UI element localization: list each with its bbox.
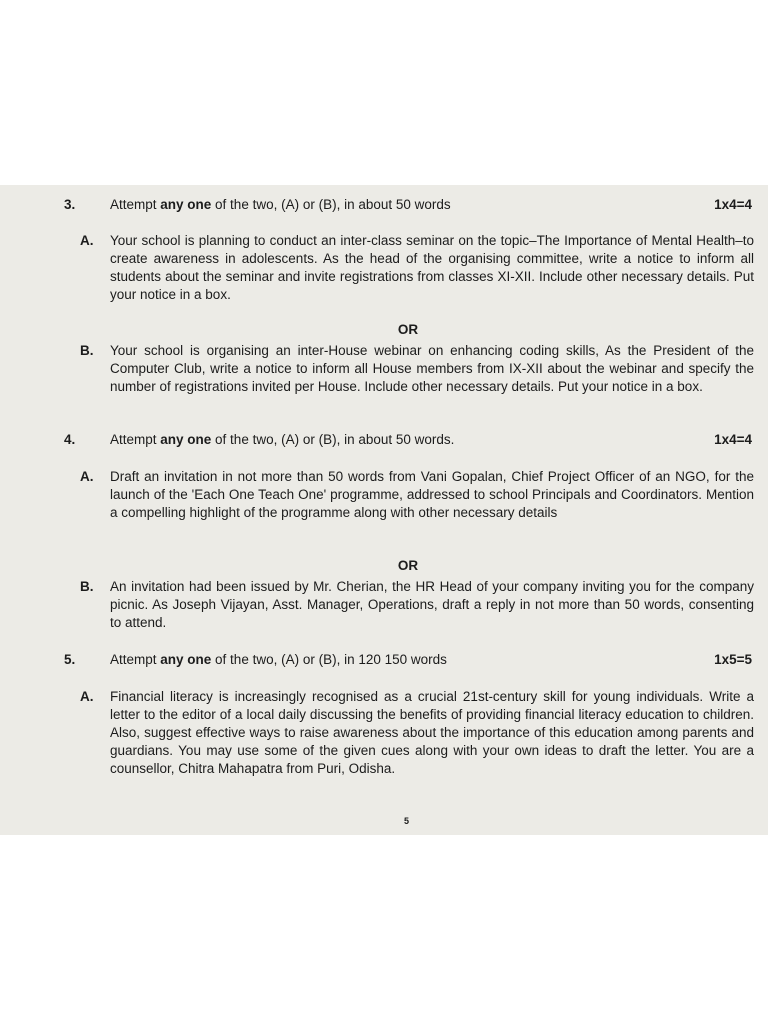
option-label: B. [80,343,94,358]
question-marks: 1x4=4 [714,432,752,447]
or-divider: OR [397,322,419,337]
page-number: 5 [404,816,410,826]
question-instruction: Attempt any one of the two, (A) or (B), in about 50 words [110,197,451,212]
option-label: A. [80,233,94,248]
question-number: 5. [64,652,76,667]
question-marks: 1x5=5 [714,652,752,667]
or-divider: OR [397,558,419,573]
option-label: A. [80,689,94,704]
question-marks: 1x4=4 [714,197,752,212]
option-text: Financial literacy is increasingly recognised as a crucial 21st-century skill for young individuals. Write a letter to the editor of a local daily discussing the benefits of providing financial literacy education to children. Also, suggest effective ways to raise awareness about the importance of this education among parents and guardians. You may use some of the given cues along with your own ideas to draft the letter. You are a counsellor, Chitra Mahapatra from Puri, Odisha. [110,689,754,776]
option-text: Draft an invitation in not more than 50 words from Vani Gopalan, Chief Project Officer of an NGO, for the launch of the 'Each One Teach One' programme, addressed to school Principals and Coordinators. Mention a compelling highlight of the programme along with other necessary details [110,469,754,520]
question-number: 4. [64,432,76,447]
option-text: Your school is organising an inter-House webinar on enhancing coding skills, As the President of the Computer Club, write a notice to inform all House members from IX-XII about the webinar and specify the number of registrations invited per House. Include other necessary details. Put your notice in a box. [110,343,754,394]
option-text: An invitation had been issued by Mr. Cherian, the HR Head of your company inviting you for the company picnic. As Joseph Vijayan, Asst. Manager, Operations, draft a reply in not more than 50 words, consenting to attend. [110,579,754,630]
question-instruction: Attempt any one of the two, (A) or (B), in about 50 words. [110,432,455,447]
question-instruction: Attempt any one of the two, (A) or (B), in 120 150 words [110,652,447,667]
question-number: 3. [64,197,76,212]
option-text: Your school is planning to conduct an inter-class seminar on the topic–The Importance of Mental Health–to create awareness in adolescents. As the head of the organising committee, write a notice to inform all students about the seminar and invite registrations from classes XI-XII. Include other necessary details. Put your notice in a box. [110,233,754,302]
option-label: A. [80,469,94,484]
option-label: B. [80,579,94,594]
